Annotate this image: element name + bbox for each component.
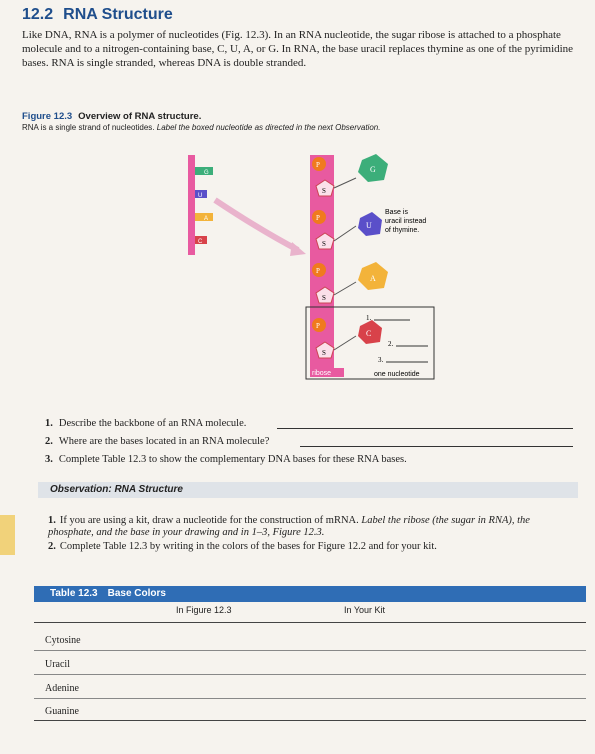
sugar-label-3: S [322,294,326,302]
table-row-adenine: Adenine [45,683,79,694]
column-header-figure: In Figure 12.3 [176,605,232,615]
label-1: 1. [366,314,372,322]
bond-3 [334,282,356,295]
observation-title: Observation: RNA Structure [50,484,183,495]
bond-2 [334,226,356,241]
base-label-u: U [366,221,372,230]
table-row-uracil: Uracil [45,659,70,670]
table-row-guanine: Guanine [45,706,79,717]
figure-subtitle [22,123,380,132]
row-divider [34,674,586,675]
answer-blank-2[interactable] [300,446,573,447]
table-row-cytosine: Cytosine [45,635,81,646]
column-header-kit: In Your Kit [344,605,386,615]
strand-backbone [188,155,195,255]
sugar-label-1: S [322,187,326,195]
figure-subtitle-plain: RNA is a single strand of nucleotides. [22,123,155,132]
zoom-arrow [215,200,298,250]
label-3: 3. [378,356,384,364]
table-bottom-rule [34,720,586,721]
base-label-g: G [370,165,376,174]
observation-item-2: 2. Complete Table 12.3 by writing in the colors of the bases for Figure 12.2 and for your kit. [48,541,437,552]
strand-label-u: U [198,193,203,199]
phosphate-label-2: P [316,214,320,222]
table-title: Table 12.3 Base Colors [50,588,166,599]
table-header-rule [34,622,586,623]
base-label-c: C [366,329,372,338]
row-divider [34,698,586,699]
section-heading [22,6,173,24]
sugar-label-4: S [322,349,326,357]
label-2: 2. [388,340,394,348]
uracil-note: Base is uracil instead of thymine. [385,209,427,234]
strand-label-g: G [204,170,209,176]
phosphate-label-3: P [316,267,320,275]
figure-title: Overview of RNA structure. [78,111,202,122]
sugar-label-2: S [322,240,326,248]
intro-paragraph: Like DNA, RNA is a polymer of nucleotides (Fig. 12.3). In an RNA nucleotide, the sugar ribose is attached to a phosphate molecule and to a nitrogen-containing base, C, U, A, or G. In RNA, the base uracil replaces thymine as one of the pyrimidine bases. RNA is single stranded, whereas DNA is double stranded. [22,29,574,69]
figure-subtitle-instruction: Label the boxed nucleotide as directed in the next Observation. [156,123,381,132]
row-divider [34,650,586,651]
figure-number: Figure 12.3 [22,111,73,122]
figure-caption [22,111,201,122]
phosphate-label-1: P [316,161,320,169]
rna-structure-diagram [170,150,440,395]
question-2: 2. Where are the bases located in an RNA molecule? [45,436,270,447]
strand-label-c: C [198,239,203,245]
base-label-a: A [370,274,376,283]
ribose-label: ribose [312,370,332,377]
zoom-arrowhead [290,242,306,256]
question-1: 1. Describe the backbone of an RNA molecule. [45,418,247,429]
margin-tab [0,515,15,555]
answer-blank-1[interactable] [277,428,573,429]
section-title: RNA Structure [63,6,173,23]
bond-4 [334,336,356,350]
nucleotide-label: one nucleotide [374,371,420,378]
observation-item-1: 1. If you are using a kit, draw a nucleotide for the construction of mRNA. Label the ribose (the sugar in RNA), the phosphate, and the base in your drawing and in 1–3, Figure 12.3. [48,515,530,538]
phosphate-label-4: P [316,322,320,330]
strand-label-a: A [204,216,209,222]
bond-1 [334,178,356,188]
question-3: 3. Complete Table 12.3 to show the complementary DNA bases for these RNA bases. [45,454,407,465]
section-number: 12.2 [22,6,54,23]
